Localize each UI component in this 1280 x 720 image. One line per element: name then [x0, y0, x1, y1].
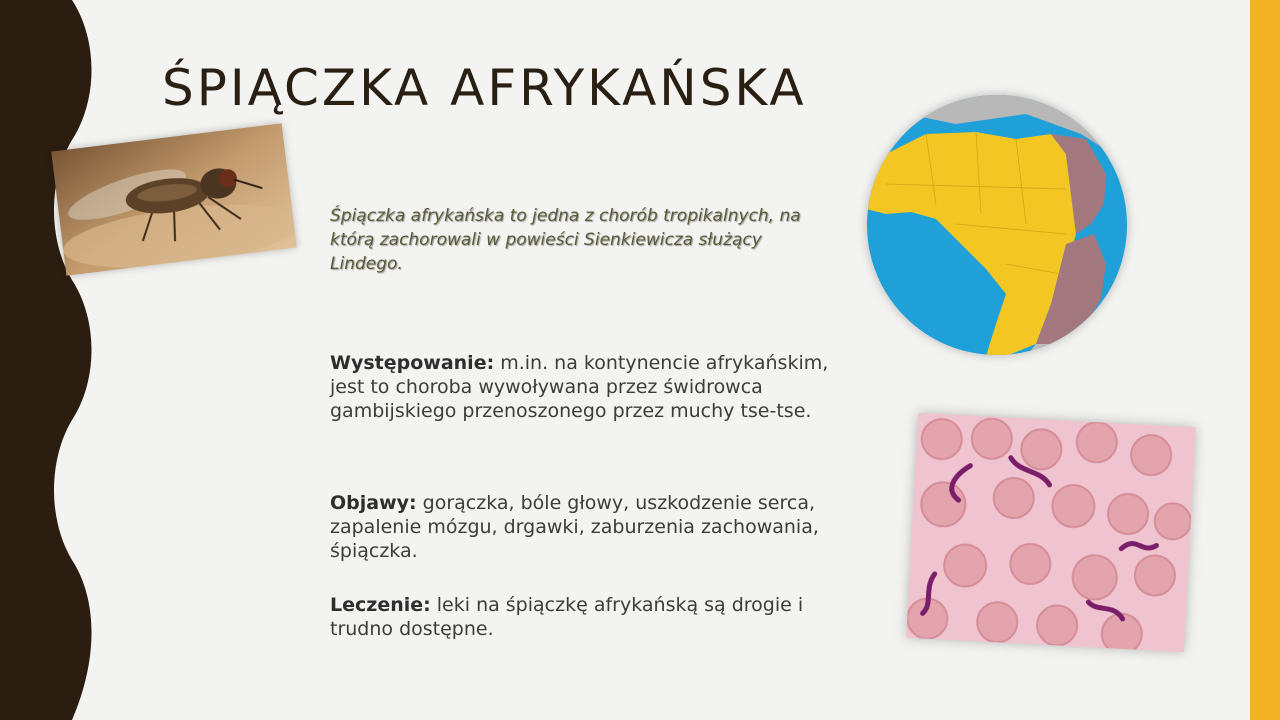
intro-text: Śpiączka afrykańska to jedna z chorób tropikalnych, na którą zachorowali w powieści Sienkiewicza służący Lindego.: [330, 206, 801, 274]
occurrence-text: m.in. na kontynencie afrykańskim, jest to choroba wywoływana przez świdrowca gambijskiego przenoszonego przez muchy tse-tse.: [330, 352, 829, 422]
blood-smear-image: [906, 413, 1195, 652]
treatment-text: leki na śpiączkę afrykańską są drogie i trudno dostępne.: [330, 594, 804, 640]
symptoms-text: gorączka, bóle głowy, uszkodzenie serca, zapalenie mózgu, drgawki, zaburzenia zachowania, śpiączka.: [330, 492, 819, 562]
africa-map-image: [866, 94, 1128, 356]
treatment-paragraph: [330, 593, 850, 641]
symptoms-paragraph: [330, 491, 850, 563]
left-wavy-band: [0, 0, 110, 720]
symptoms-heading: Objawy:: [330, 492, 417, 514]
occurrence-heading: Występowanie:: [330, 352, 495, 374]
slide-title: ŚPIĄCZKA AFRYKAŃSKA: [162, 59, 807, 117]
right-accent-bar: [1250, 0, 1280, 720]
tsetse-fly-image: [51, 123, 297, 275]
treatment-heading: Leczenie:: [330, 594, 431, 616]
occurrence-paragraph: [330, 351, 850, 423]
